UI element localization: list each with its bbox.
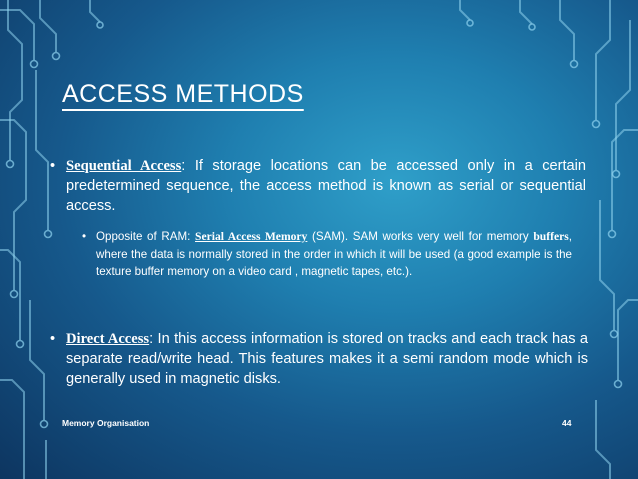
- term-sequential-access: Sequential Access: [66, 158, 182, 174]
- slide-title: ACCESS METHODS: [62, 80, 304, 108]
- term-direct-access: Direct Access: [66, 331, 150, 347]
- bullet-text: : If storage locations can be accessed only in a certain predetermined sequence, the access method is known as serial or sequential access.: [66, 158, 587, 214]
- bullet-prefix: Opposite of RAM:: [96, 230, 196, 243]
- bullet-marker: •: [50, 331, 56, 347]
- page-number: 44: [562, 418, 572, 428]
- bullet-marker: •: [82, 230, 87, 243]
- bullet-text: , where the data is normally stored in the order in which it will be used (a good example is the texture buffer memory on a video card , magnetic tapes, etc.).: [96, 230, 572, 278]
- bullet-direct-access: [50, 329, 589, 389]
- term-serial-access-memory: Serial Access Memory: [195, 230, 308, 243]
- sub-bullet-serial-access-memory: [82, 228, 572, 281]
- footer-title: Memory Organisation: [62, 418, 150, 428]
- term-buffers: buffers: [533, 230, 569, 243]
- bullet-middle: (SAM). SAM works very well for memory: [307, 230, 534, 243]
- bullet-text: : In this access information is stored on tracks and each track has a separate read/write head. This features makes it a semi random mode which is generally used in magnetic disks.: [66, 331, 589, 387]
- bullet-sequential-access: [50, 156, 587, 216]
- bullet-marker: •: [50, 158, 56, 174]
